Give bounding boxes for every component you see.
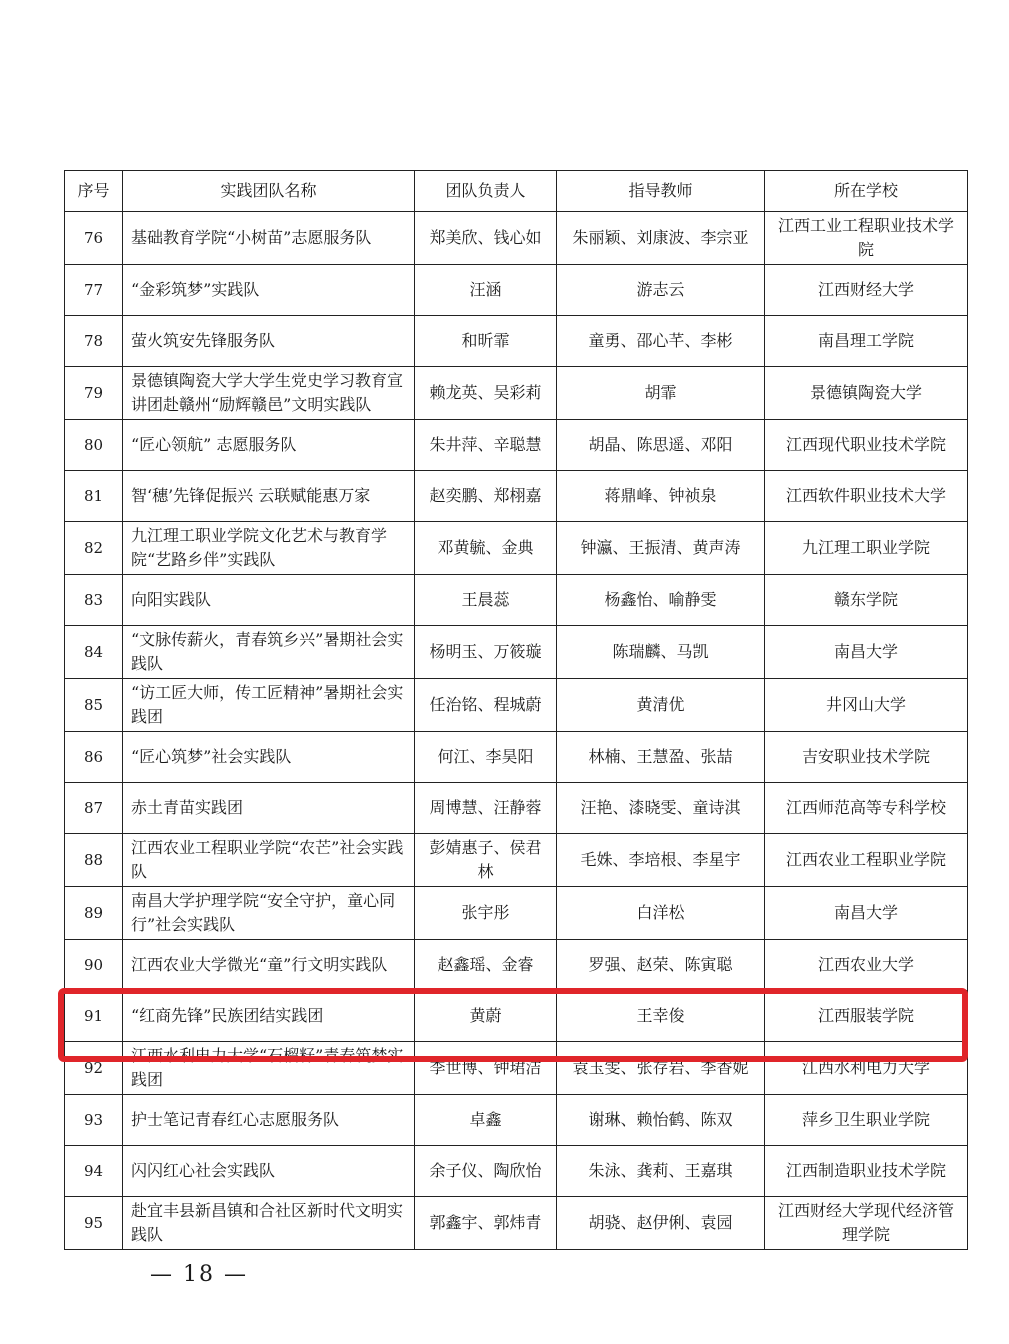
table-row [65,522,968,575]
header-school: 所在学校 [765,171,968,212]
mentor-cell: 童勇、邵心芊、李彬 [557,316,765,367]
mentor-cell: 胡霏 [557,367,765,420]
table-row [65,1042,968,1095]
mentor-cell: 林楠、王慧盈、张喆 [557,732,765,783]
row-number-cell: 78 [65,316,123,367]
team-name-cell: “文脉传薪火，青春筑乡兴”暑期社会实践队 [123,626,415,679]
table-row [65,1146,968,1197]
row-number-cell: 77 [65,265,123,316]
team-lead-cell: 张宇彤 [415,887,557,940]
school-cell: 江西农业工程职业学院 [765,834,968,887]
team-lead-cell: 汪涵 [415,265,557,316]
team-lead-cell: 黄蔚 [415,991,557,1042]
school-cell: 江西软件职业技术大学 [765,471,968,522]
team-name-cell: 智‘穗’先锋促振兴 云联赋能惠万家 [123,471,415,522]
team-name-cell: 江西水利电力大学“石榴籽”青春筑梦实践团 [123,1042,415,1095]
mentor-cell: 罗强、赵荣、陈寅聪 [557,940,765,991]
table-row [65,783,968,834]
mentor-cell: 谢琳、赖怡鹤、陈双 [557,1095,765,1146]
row-number-cell: 85 [65,679,123,732]
table-row [65,679,968,732]
team-lead-cell: 郑美欣、钱心如 [415,212,557,265]
table-row [65,265,968,316]
table-header-row [65,171,968,212]
team-lead-cell: 何江、李昊阳 [415,732,557,783]
team-name-cell: 江西农业大学微光“童”行文明实践队 [123,940,415,991]
mentor-cell: 陈瑞麟、马凯 [557,626,765,679]
table-row [65,1095,968,1146]
table-row [65,626,968,679]
mentor-cell: 毛姝、李培根、李星宇 [557,834,765,887]
school-cell: 江西制造职业技术学院 [765,1146,968,1197]
table-row [65,940,968,991]
team-name-cell: 江西农业工程职业学院“农芒”社会实践队 [123,834,415,887]
mentor-cell: 王幸俊 [557,991,765,1042]
table-row [65,732,968,783]
school-cell: 江西农业大学 [765,940,968,991]
row-number-cell: 84 [65,626,123,679]
row-number-cell: 95 [65,1197,123,1250]
table-row [65,834,968,887]
row-number-cell: 82 [65,522,123,575]
team-lead-cell: 朱井萍、辛聪慧 [415,420,557,471]
school-cell: 江西服装学院 [765,991,968,1042]
table-row [65,887,968,940]
row-number-cell: 79 [65,367,123,420]
team-name-cell: 景德镇陶瓷大学大学生党史学习教育宣讲团赴赣州“励辉赣邑”文明实践队 [123,367,415,420]
mentor-cell: 朱泳、龚莉、王嘉琪 [557,1146,765,1197]
mentor-cell: 蒋鼎峰、钟祯泉 [557,471,765,522]
team-name-cell: 闪闪红心社会实践队 [123,1146,415,1197]
header-number: 序号 [65,171,123,212]
school-cell: 江西师范高等专科学校 [765,783,968,834]
row-number-cell: 93 [65,1095,123,1146]
school-cell: 赣东学院 [765,575,968,626]
mentor-cell: 杨鑫怡、喻静雯 [557,575,765,626]
row-number-cell: 90 [65,940,123,991]
school-cell: 南昌理工学院 [765,316,968,367]
school-cell: 吉安职业技术学院 [765,732,968,783]
team-lead-cell: 邓黄毓、金典 [415,522,557,575]
team-name-cell: “红商先锋”民族团结实践团 [123,991,415,1042]
mentor-cell: 胡骁、赵伊俐、袁园 [557,1197,765,1250]
school-cell: 景德镇陶瓷大学 [765,367,968,420]
row-number-cell: 91 [65,991,123,1042]
row-number-cell: 94 [65,1146,123,1197]
school-cell: 江西水利电力大学 [765,1042,968,1095]
table-row [65,367,968,420]
team-name-cell: 基础教育学院“小树苗”志愿服务队 [123,212,415,265]
team-lead-cell: 赖龙英、吴彩莉 [415,367,557,420]
table-row [65,991,968,1042]
team-lead-cell: 赵奕鹏、郑栩嘉 [415,471,557,522]
team-name-cell: “金彩筑梦”实践队 [123,265,415,316]
table-row [65,1197,968,1250]
team-name-cell: “访工匠大师，传工匠精神”暑期社会实践团 [123,679,415,732]
school-cell: 九江理工职业学院 [765,522,968,575]
team-lead-cell: 赵鑫瑶、金睿 [415,940,557,991]
row-number-cell: 92 [65,1042,123,1095]
table-row [65,420,968,471]
team-lead-cell: 李世博、钟珺洁 [415,1042,557,1095]
mentor-cell: 胡晶、陈思遥、邓阳 [557,420,765,471]
header-team-lead: 团队负责人 [415,171,557,212]
school-cell: 井冈山大学 [765,679,968,732]
team-name-cell: 九江理工职业学院文化艺术与教育学院“艺路乡伴”实践队 [123,522,415,575]
table-row [65,316,968,367]
row-number-cell: 81 [65,471,123,522]
team-name-cell: 向阳实践队 [123,575,415,626]
row-number-cell: 86 [65,732,123,783]
school-cell: 江西财经大学现代经济管理学院 [765,1197,968,1250]
table-body [65,212,968,1250]
mentor-cell: 钟瀛、王振清、黄声涛 [557,522,765,575]
team-lead-cell: 郭鑫宇、郭炜青 [415,1197,557,1250]
team-name-cell: 赤土青苗实践团 [123,783,415,834]
header-team-name: 实践团队名称 [123,171,415,212]
school-cell: 江西现代职业技术学院 [765,420,968,471]
header-mentor: 指导教师 [557,171,765,212]
mentor-cell: 朱丽颖、刘康波、李宗亚 [557,212,765,265]
mentor-cell: 汪艳、漆晓雯、童诗淇 [557,783,765,834]
team-name-cell: 南昌大学护理学院“安全守护，童心同行”社会实践队 [123,887,415,940]
row-number-cell: 88 [65,834,123,887]
school-cell: 萍乡卫生职业学院 [765,1095,968,1146]
mentor-cell: 游志云 [557,265,765,316]
school-cell: 江西工业工程职业技术学院 [765,212,968,265]
team-lead-cell: 周博慧、汪静蓉 [415,783,557,834]
team-lead-cell: 余子仪、陶欣怡 [415,1146,557,1197]
mentor-cell: 白洋松 [557,887,765,940]
mentor-cell: 黄清优 [557,679,765,732]
row-number-cell: 83 [65,575,123,626]
school-cell: 江西财经大学 [765,265,968,316]
team-name-cell: 赴宜丰县新昌镇和合社区新时代文明实践队 [123,1197,415,1250]
table-row [65,212,968,265]
row-number-cell: 87 [65,783,123,834]
team-name-cell: 护士笔记青春红心志愿服务队 [123,1095,415,1146]
school-cell: 南昌大学 [765,887,968,940]
team-lead-cell: 和昕霏 [415,316,557,367]
team-lead-cell: 卓鑫 [415,1095,557,1146]
team-lead-cell: 彭婧惠子、侯君林 [415,834,557,887]
team-lead-cell: 任治铭、程城蔚 [415,679,557,732]
page-number: — 18 — [150,1262,248,1287]
team-name-cell: 萤火筑安先锋服务队 [123,316,415,367]
table-row [65,575,968,626]
row-number-cell: 76 [65,212,123,265]
school-cell: 南昌大学 [765,626,968,679]
table-row [65,471,968,522]
team-lead-cell: 王晨蕊 [415,575,557,626]
mentor-cell: 袁玉雯、张存岩、李香妮 [557,1042,765,1095]
team-roster-table [64,170,968,1250]
row-number-cell: 89 [65,887,123,940]
team-lead-cell: 杨明玉、万筱璇 [415,626,557,679]
team-name-cell: “匠心筑梦”社会实践队 [123,732,415,783]
row-number-cell: 80 [65,420,123,471]
team-name-cell: “匠心领航” 志愿服务队 [123,420,415,471]
